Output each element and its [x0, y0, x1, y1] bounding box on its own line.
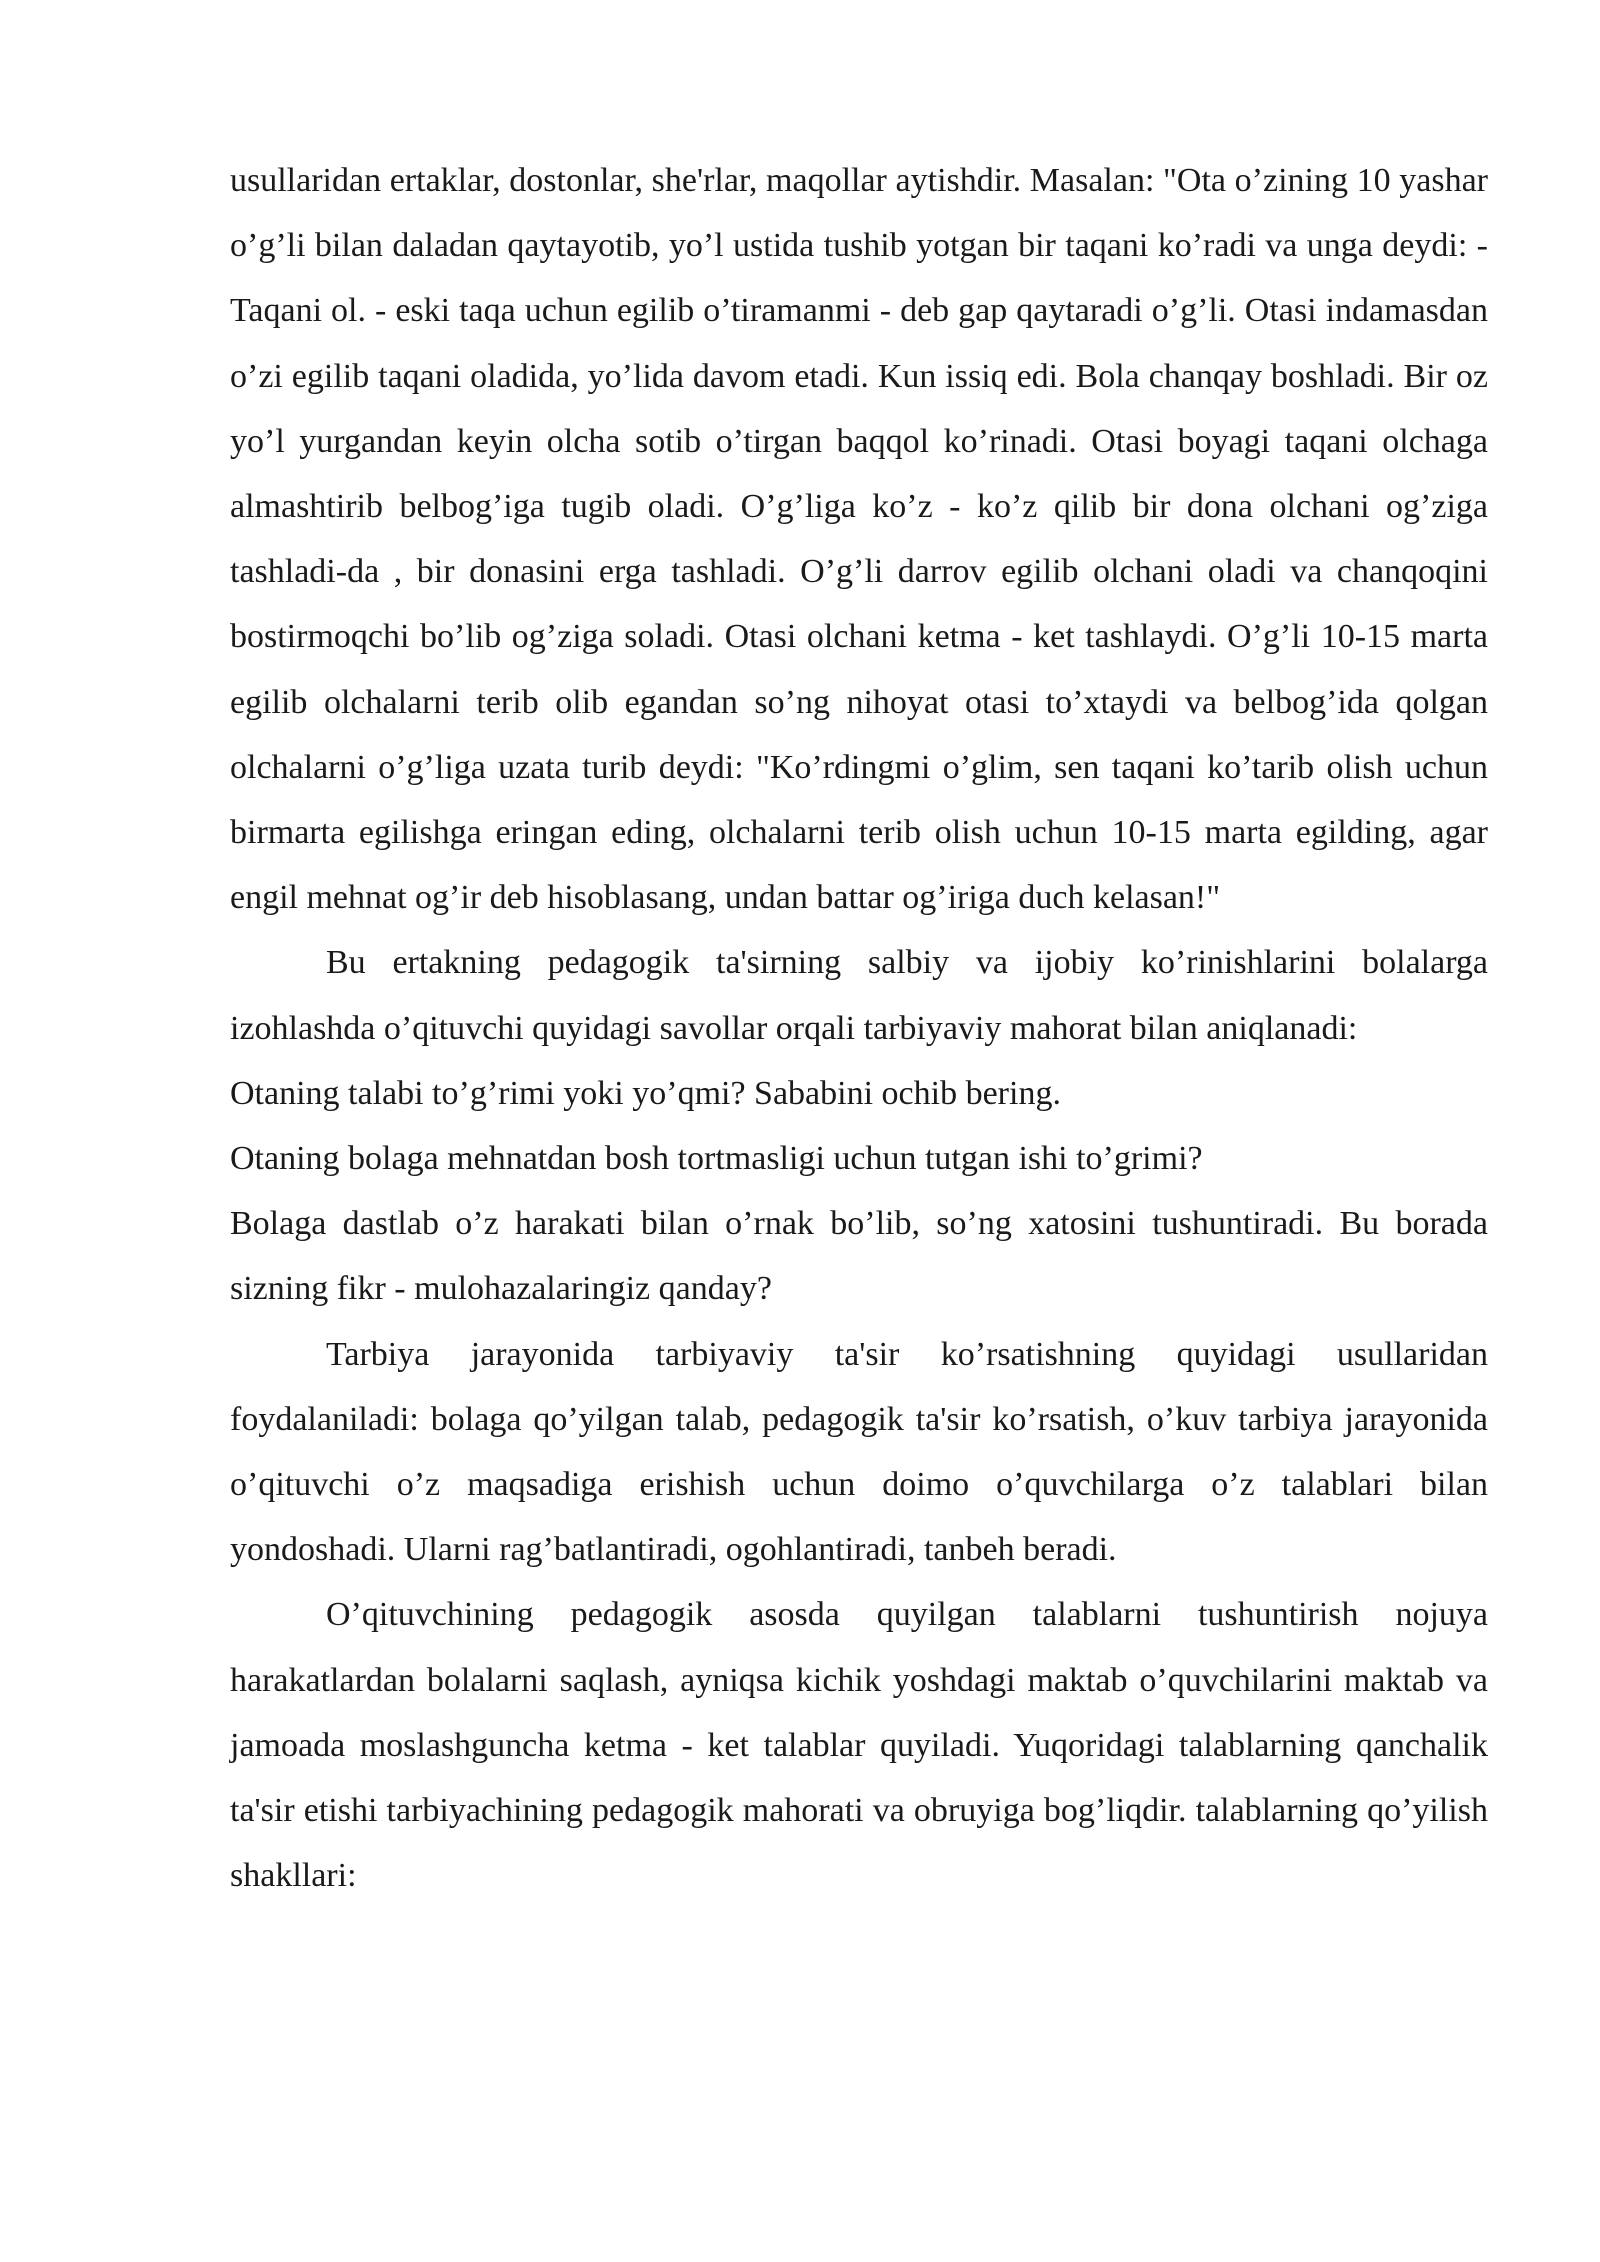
- paragraph-analysis-intro: Bu ertakning pedagogik ta'sirning salbiy va ijobiy ko’rinishlarini bolalarga izohlashda o’qituvchi quyidagi savollar orqali tarbiyaviy mahorat bilan aniqlanadi:: [230, 944, 1488, 1047]
- question-2: Otaning bolaga mehnatdan bosh tortmasligi uchun tutgan ishi to’grimi?: [230, 1140, 1203, 1178]
- paragraph-story: usullaridan ertaklar, dostonlar, she'rlar, maqollar aytishdir. Masalan: "Ota o’zining 10 yashar o’g’li bilan daladan qaytayotib, yo’l ustida tushib yotgan bir taqani ko’radi va unga deydi: - Taqani ol. - eski taqa uchun egilib o’tiramanmi - deb gap qaytaradi o’g’li. Otasi indamasdan o’zi egilib taqani oladida, yo’lida davom etadi. Kun issiq edi. Bola chanqay boshladi. Bir oz yo’l yurgandan keyin olcha sotib o’tirgan baqqol ko’rinadi. Otasi boyagi taqani olchaga almashtirib belbog’iga tugib oladi. O’g’liga ko’z - ko’z qilib bir dona olchani og’ziga tashladi-da , bir donasini erga tashladi. O’g’li darrov egilib olchani oladi va chanqoqini bostirmoqchi bo’lib og’ziga soladi. Otasi olchani ketma - ket tashlaydi. O’g’li 10-15 marta egilib olchalarni terib olib egandan so’ng nihoyat otasi to’xtaydi va belbog’ida qolgan olchalarni o’g’liga uzata turib deydi: "Ko’rdingmi o’glim, sen taqani ko’tarib olish uchun birmarta egilishga eringan eding, olchalarni terib olish uchun 10-15 marta egilding, agar engil mehnat og’ir deb hisoblasang, undan battar og’iriga duch kelasan!": [230, 162, 1488, 917]
- document-body: [230, 148, 1488, 1908]
- paragraph-methods: Tarbiya jarayonida tarbiyaviy ta'sir ko’rsatishning quyidagi usullaridan foydalaniladi: bolaga qo’yilgan talab, pedagogik ta'sir ko’rsatish, o’kuv tarbiya jarayonida o’qituvchi o’z maqsadiga erishish uchun doimo o’quvchilarga o’z talablari bilan yondoshadi. Ularni rag’batlantiradi, ogohlantiradi, tanbeh beradi.: [230, 1335, 1488, 1569]
- paragraph-requirements: O’qituvchining pedagogik asosda quyilgan talablarni tushuntirish nojuya harakatlardan bolalarni saqlash, ayniqsa kichik yoshdagi maktab o’quvchilarini maktab va jamoada moslashguncha ketma - ket talablar quyiladi. Yuqoridagi talablarning qanchalik ta'sir etishi tarbiyachining pedagogik mahorati va obruyiga bog’liqdir. talablarning qo’yilish shakllari:: [230, 1596, 1488, 1895]
- question-3: Bolaga dastlab o’z harakati bilan o’rnak bo’lib, so’ng xatosini tushuntiradi. Bu borada sizning fikr - mulohazalaringiz qanday?: [230, 1205, 1488, 1308]
- question-1: Otaning talabi to’g’rimi yoki yo’qmi? Sababini ochib bering.: [230, 1074, 1061, 1112]
